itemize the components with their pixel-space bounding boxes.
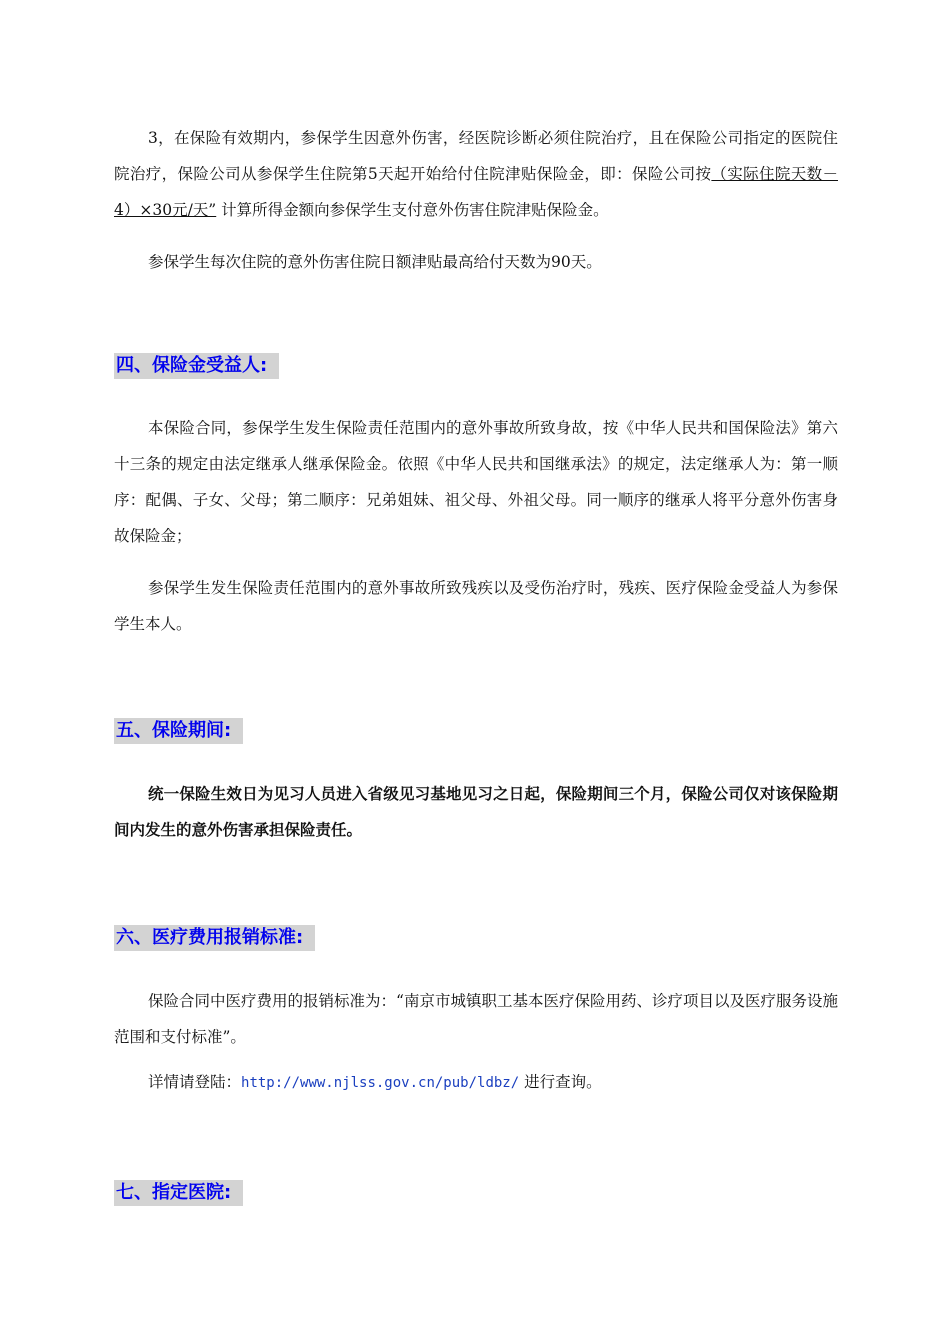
section3-paragraph-2: 参保学生每次住院的意外伤害住院日额津贴最高给付天数为90天。 [148,253,602,271]
section3-text-before: 3，在保险有效期内，参保学生因意外伤害，经医院诊断必须住院治疗，且在保险公司指定的医院住院治疗，保险公司从参保学生住院第5天起开始给付住院津贴保险金，即：保险公司按 [114,129,838,183]
section5-paragraph-1: 统一保险生效日为见习人员进入省级见习基地见习之日起，保险期间三个月，保险公司仅对该保险期间内发生的意外伤害承担保险责任。 [114,785,838,839]
section4-paragraph-1: 本保险合同，参保学生发生保险责任范围内的意外事故所致身故，按《中华人民共和国保险法》第六十三条的规定由法定继承人继承保险金。依照《中华人民共和国继承法》的规定，法定继承人为：第一顺序：配偶、子女、父母；第二顺序：兄弟姐妹、祖父母、外祖父母。同一顺序的继承人将平分意外伤害身故保险金； [114,419,838,545]
section7-heading: 七、指定医院: [114,1180,243,1206]
section4-paragraph-2: 参保学生发生保险责任范围内的意外事故所致残疾以及受伤治疗时，残疾、医疗保险金受益人为参保学生本人。 [114,579,838,633]
section6-text-before: 详情请登陆： [148,1073,242,1091]
section6-paragraph-1: 保险合同中医疗费用的报销标准为：“南京市城镇职工基本医疗保险用药、诊疗项目以及医疗服务设施范围和支付标准”。 [114,992,838,1046]
njlss-link[interactable]: http://www.njlss.gov.cn/pub/ldbz/ [241,1075,520,1091]
section3-formula: （实际住院天数－4）×30元/天” [114,165,838,219]
section3-text-after: 计算所得金额向参保学生支付意外伤害住院津贴保险金。 [216,201,609,219]
section4-heading: 四、保险金受益人: [114,353,279,379]
section6-heading: 六、医疗费用报销标准: [114,925,315,951]
section6-paragraph-2 [114,1064,838,1101]
section3-paragraph-1 [114,120,838,228]
section5-heading: 五、保险期间: [114,718,243,744]
section6-text-after: 进行查询。 [519,1073,602,1091]
